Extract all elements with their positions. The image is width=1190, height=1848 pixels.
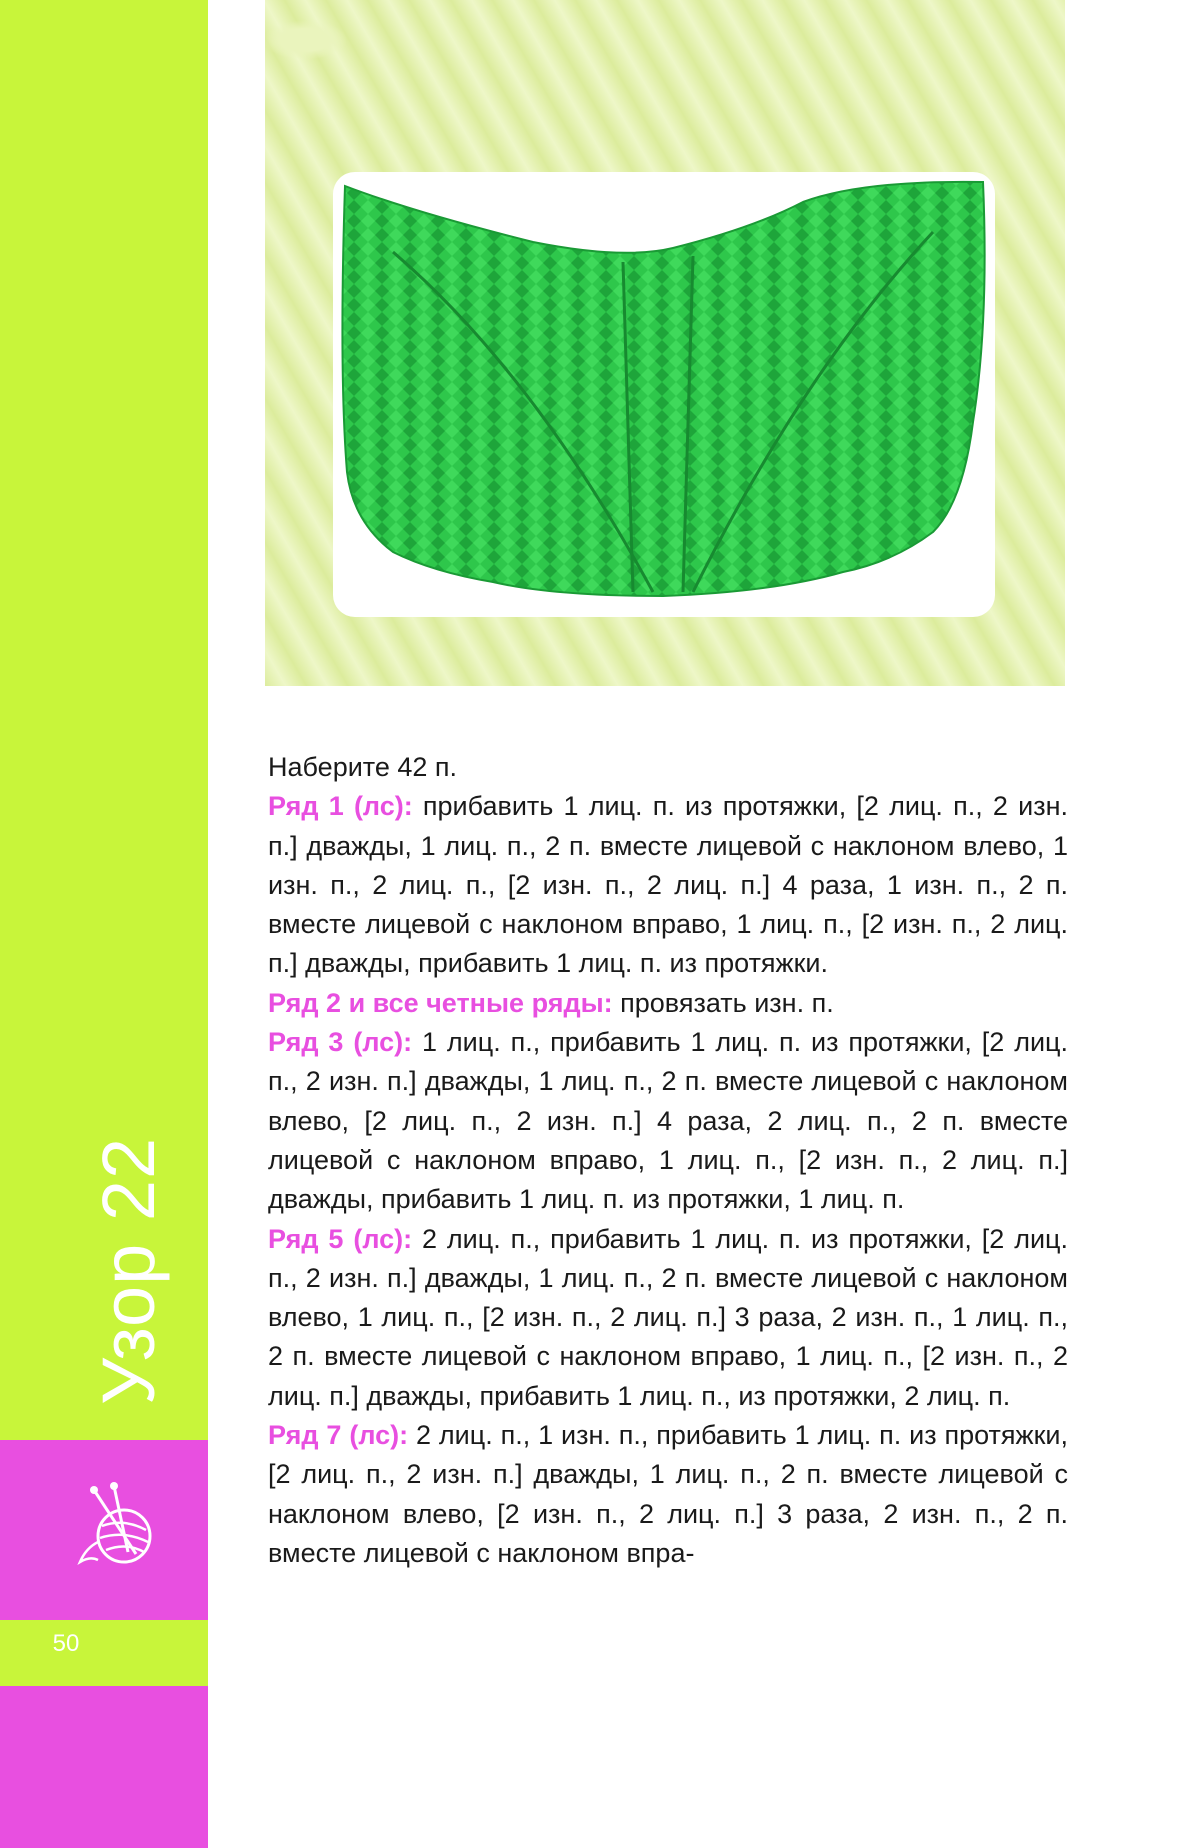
row-text: провязать изн. п. [612, 987, 834, 1018]
row-1 [268, 787, 1068, 983]
row-label: Ряд 5 (лс): [268, 1223, 413, 1254]
row-text: 2 лиц. п., прибавить 1 лиц. п. из протяжки, [2 лиц. п., 2 изн. п.] дважды, 1 лиц. п., 2 п. вместе лицевой с наклоном влево, 1 лиц. п., [2 изн. п., 2 лиц. п.] 3 раза, 2 изн. п., 1 лиц. п., 2 п. вместе лицевой с наклоном вправо, 1 лиц. п., [2 изн. п., 2 лиц. п.] дважды, прибавить 1 лиц. п., из протяжки, 2 лиц. п. [268, 1223, 1068, 1411]
knit-photo [265, 0, 1065, 686]
row-text: прибавить 1 лиц. п. из протяжки, [2 лиц. п., 2 изн. п.] дважды, 1 лиц. п., 2 п. вместе лицевой с наклоном влево, 1 изн. п., 2 лиц. п., [2 изн. п., 2 лиц. п.] 4 раза, 1 изн. п., 2 п. вместе лицевой с наклоном вправо, 1 лиц. п., [2 изн. п., 2 лиц. п.] дважды, прибавить 1 лиц. п. из протяжки. [268, 791, 1068, 979]
intro-line: Наберите 42 п. [268, 752, 458, 782]
row-7 [268, 1416, 1068, 1573]
row-2 [268, 984, 1068, 1023]
row-label: Ряд 2 и все четные ряды: [268, 987, 613, 1018]
yarn-ball-with-needles-icon [76, 1482, 176, 1582]
row-label: Ряд 3 (лс): [268, 1027, 413, 1058]
sidebar [0, 0, 208, 1848]
row-label: Ряд 1 (лс): [268, 791, 413, 822]
instructions [268, 748, 1068, 1573]
row-5 [268, 1220, 1068, 1416]
row-3 [268, 1023, 1068, 1219]
page-number: 50 [52, 1630, 80, 1657]
bottom-color-block [0, 1686, 208, 1848]
pattern-title: Узор 22 [87, 1136, 170, 1405]
knitted-swatch-image [333, 172, 995, 617]
row-label: Ряд 7 (лс): [268, 1420, 409, 1451]
logo-block [0, 1440, 208, 1620]
row-text: 2 лиц. п., 1 изн. п., прибавить 1 лиц. п. из протяжки, [2 лиц. п., 2 изн. п.] дважды, 1 лиц. п., 2 п. вместе лицевой с наклоном влево, [2 изн. п., 2 лиц. п.] 3 раза, 2 изн. п., 2 п. вместе лицевой с наклоном впра- [268, 1420, 1068, 1568]
row-text: 1 лиц. п., прибавить 1 лиц. п. из протяжки, [2 лиц. п., 2 изн. п.] дважды, 1 лиц. п., 2 п. вместе лицевой с наклоном влево, [2 лиц. п., 2 изн. п.] 4 раза, 2 лиц. п., 2 п. вместе лицевой с наклоном вправо, 1 лиц. п., [2 изн. п., 2 лиц. п.] дважды, прибавить 1 лиц. п. из протяжки, 1 лиц. п. [268, 1027, 1068, 1215]
swatch-frame [333, 172, 995, 617]
